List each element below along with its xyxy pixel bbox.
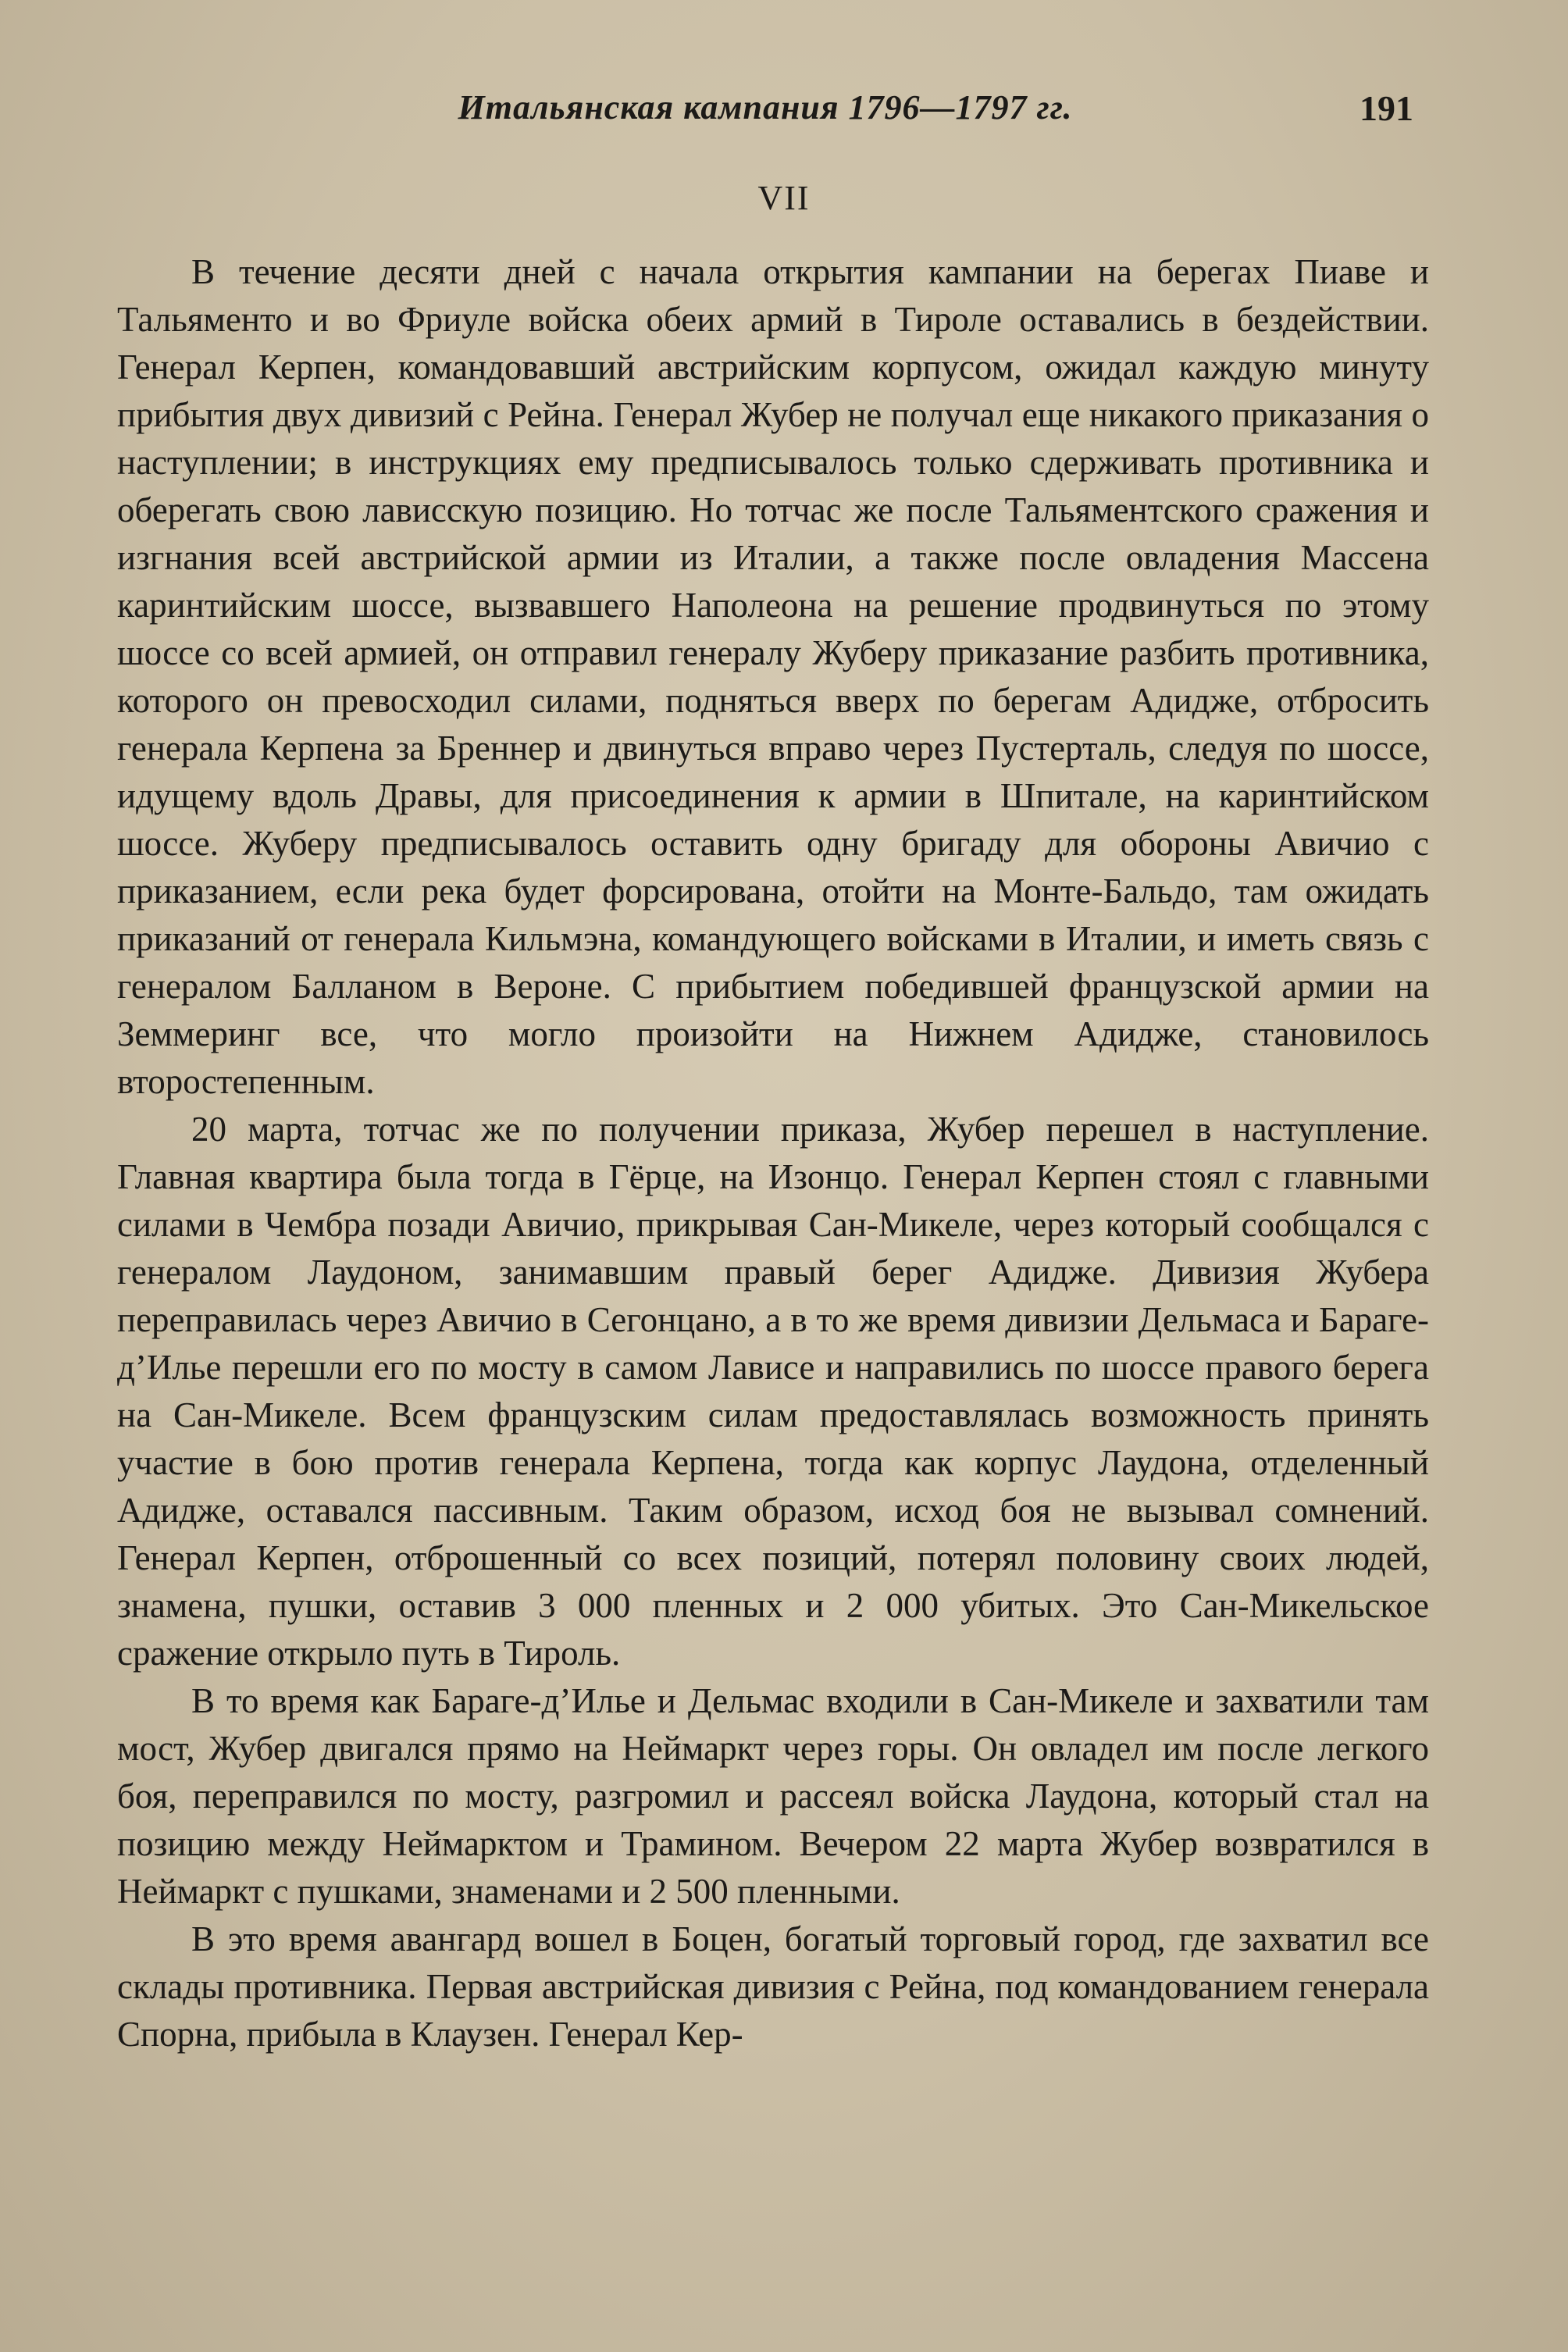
running-title: Итальянская кампания 1796—1797 гг.: [458, 88, 1073, 127]
paragraph: В то время как Бараге-д’Илье и Дельмас входили в Сан-Микеле и захватили там мост, Жубер двигался прямо на Неймаркт через горы. Он овладел им после легкого боя, переправился по мосту, разгромил и рассеял войска Лаудона, который стал на позицию между Неймарктом и Трамином. Вечером 22 марта Жубер возвратился в Неймаркт с пушками, знаменами и 2 500 пленными.: [117, 1681, 1429, 1911]
section-heading: VII: [757, 179, 811, 217]
page-number: 191: [1360, 88, 1413, 128]
paragraph: 20 марта, тотчас же по получении приказа, Жубер перешел в наступление. Главная квартира была тогда в Гёрце, на Изонцо. Генерал Керпен стоял с главными силами в Чембра позади Авичио, прикрывая Сан-Микеле, через который сообщался с генералом Лаудоном, занимавшим правый берег Адидже. Дивизия Жубера переправилась через Авичио в Сегонцано, а в то же время дивизии Дельмаса и Бараге-д’Илье перешли его по мосту в самом Лависе и направились по шоссе правого берега на Сан-Микеле. Всем французским силам предоставлялась возможность принять участие в бою против генерала Керпена, тогда как корпус Лаудона, отделенный Адидже, оставался пассивным. Таким образом, исход боя не вызывал сомнений. Генерал Керпен, отброшенный со всех позиций, потерял половину своих людей, знамена, пушки, оставив 3 000 пленных и 2 000 убитых. Это Сан-Микельское сражение открыло путь в Тироль.: [117, 1110, 1429, 1673]
body-text: [117, 248, 1429, 2058]
running-head: [117, 87, 1413, 134]
paragraph: В течение десяти дней с начала открытия кампании на берегах Пиаве и Тальяменто и во Фриуле войска обеих армий в Тироле оставались в бездействии. Генерал Керпен, командовавший австрийским корпусом, ожидал каждую минуту прибытия двух дивизий с Рейна. Генерал Жубер не получал еще никакого приказания о наступлении; в инструкциях ему предписывалось только сдерживать противника и оберегать свою лависскую позицию. Но тотчас же после Тальяментского сражения и изгнания всей австрийской армии из Италии, а также после овладения Массена каринтийским шоссе, вызвавшего Наполеона на решение продвинуться по этому шоссе со всей армией, он отправил генералу Жуберу приказание разбить противника, которого он превосходил силами, подняться вверх по берегам Адидже, отбросить генерала Керпена за Бреннер и двинуться вправо через Пустерталь, следуя по шоссе, идущему вдоль Дравы, для присоединения к армии в Шпитале, на каринтийском шоссе. Жуберу предписывалось оставить одну бригаду для обороны Авичио с приказанием, если река будет форсирована, отойти на Монте-Бальдо, там ожидать приказаний от генерала Кильмэна, командующего войсками в Италии, и иметь связь с генералом Балланом в Вероне. С прибытием победившей французской армии на Земмеринг все, что могло произойти на Нижнем Адидже, становилось второстепенным.: [117, 252, 1429, 1101]
paragraph: В это время авангард вошел в Боцен, богатый торговый город, где захватил все склады противника. Первая австрийская дивизия с Рейна, под командованием генерала Спорна, прибыла в Клаузен. Генерал Кер-: [117, 1919, 1429, 2054]
